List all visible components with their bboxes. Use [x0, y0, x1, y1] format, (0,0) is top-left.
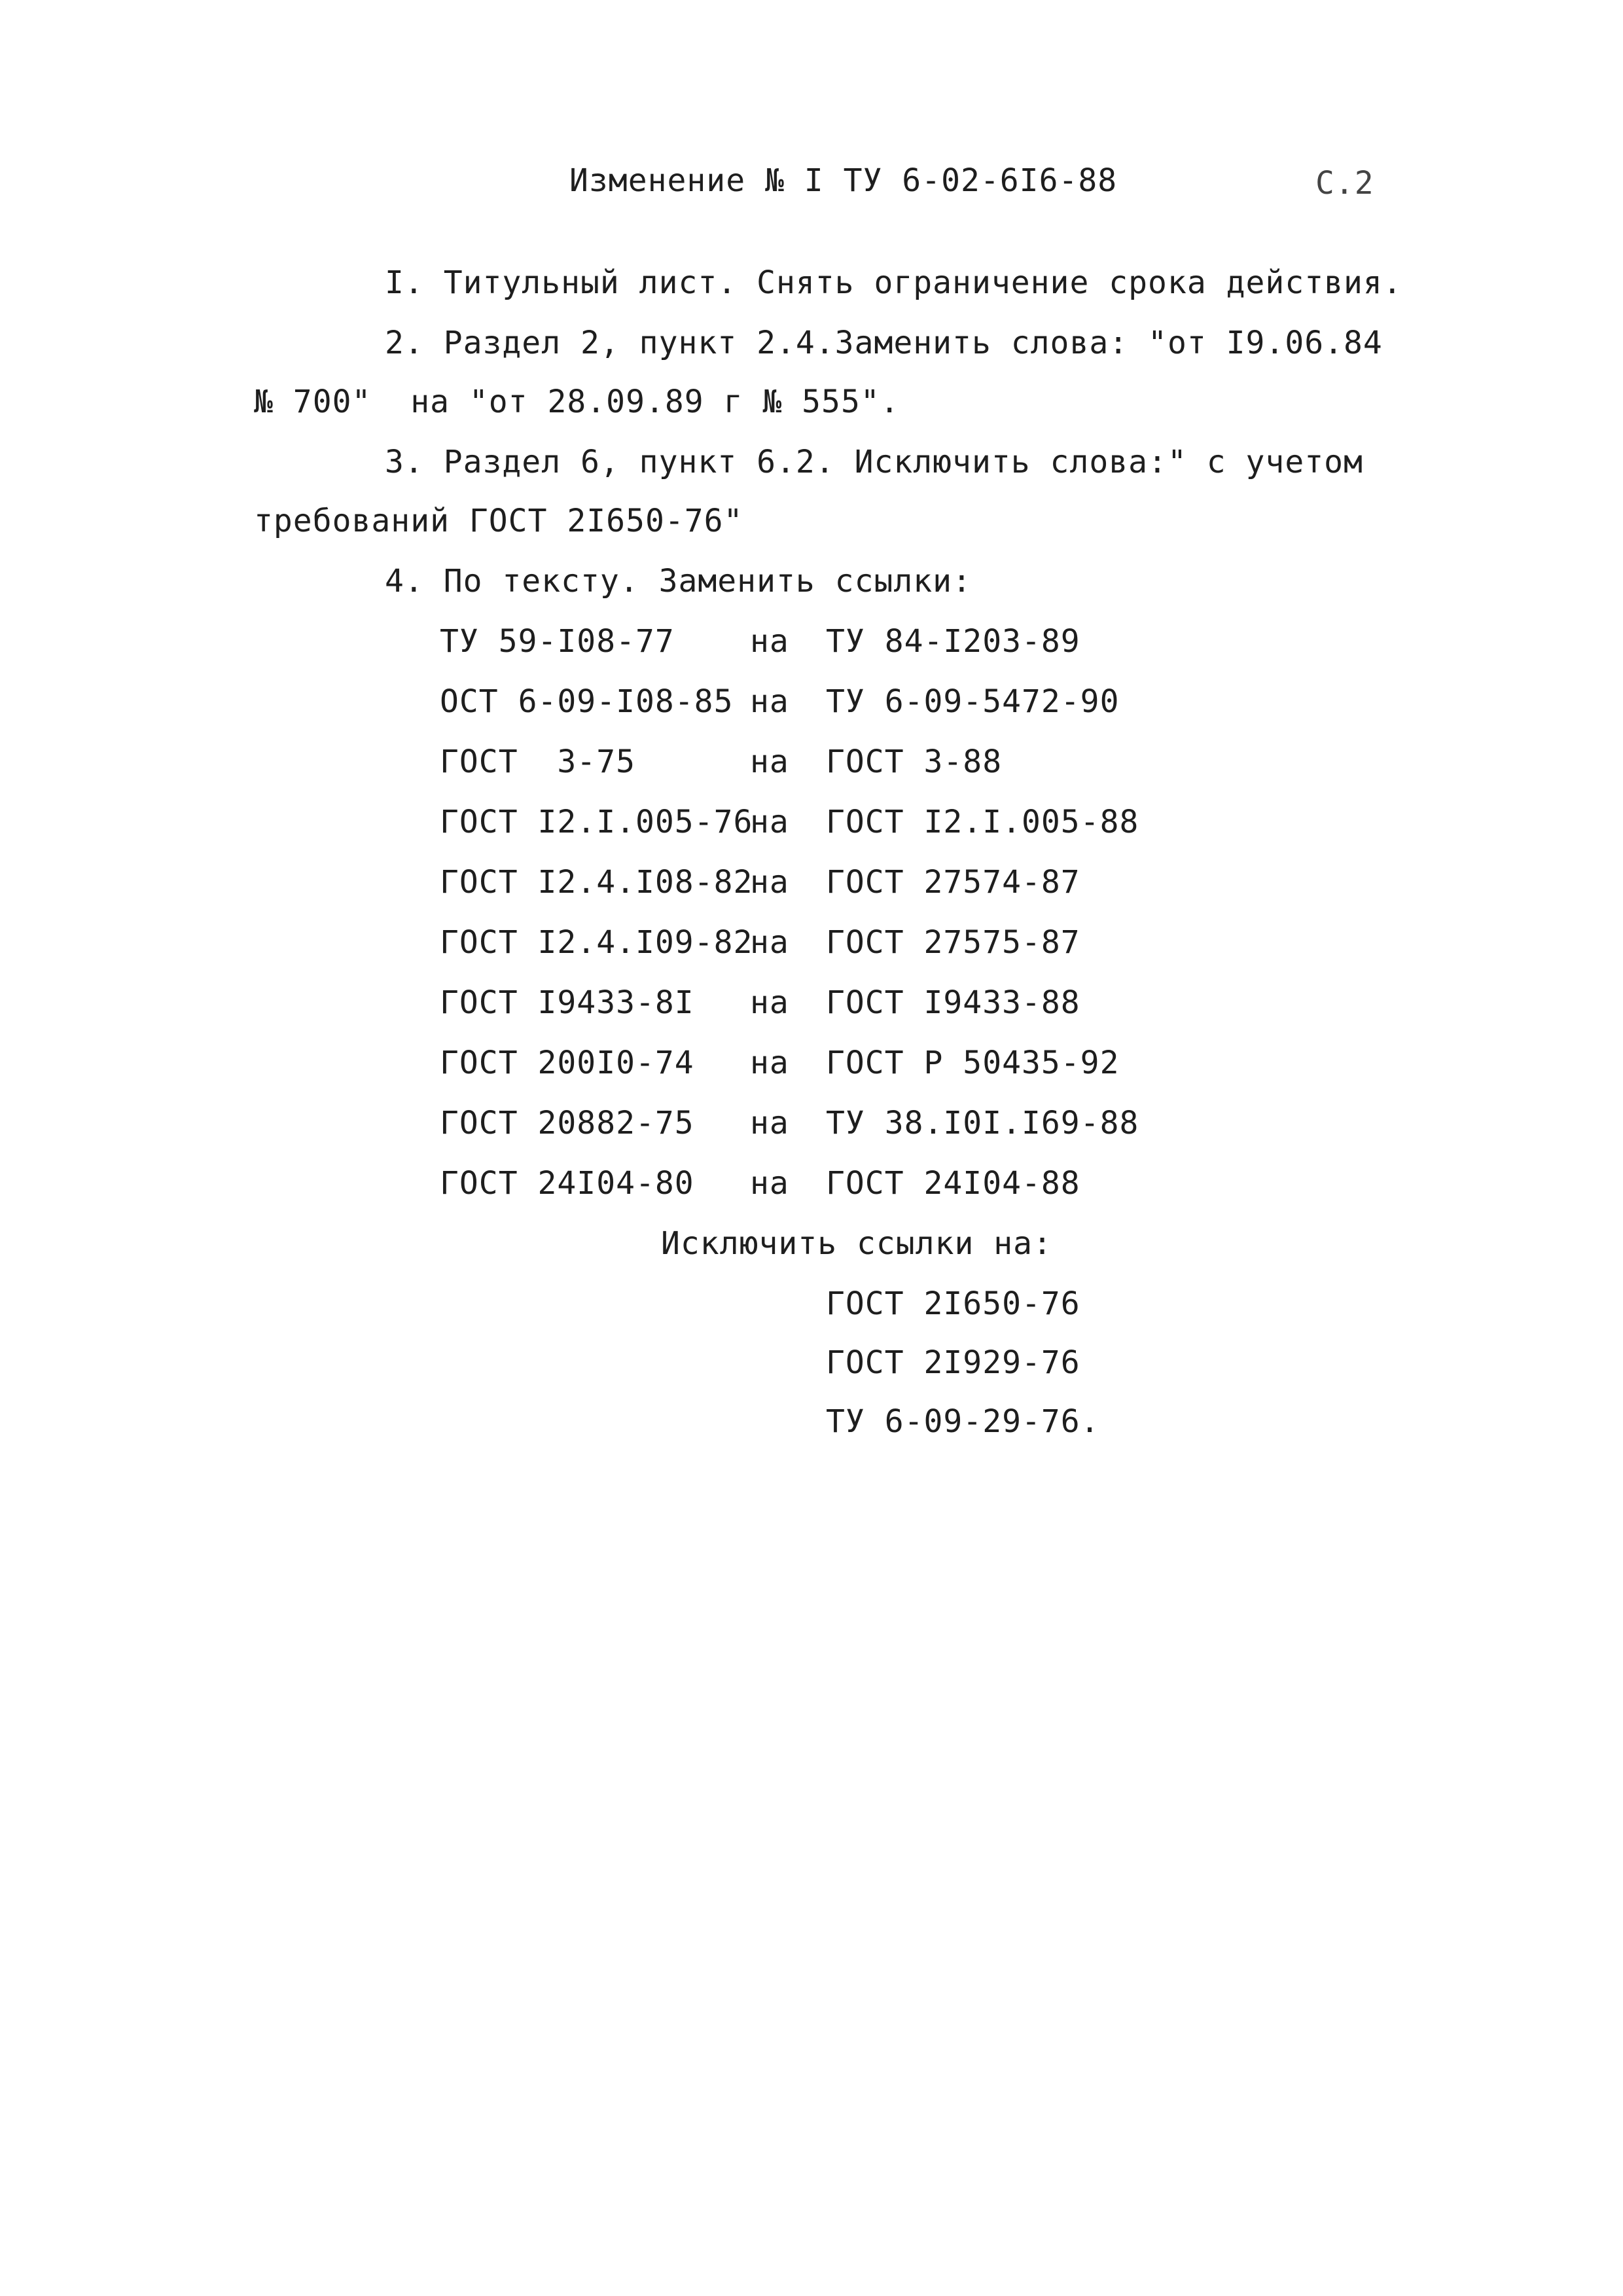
replace-from: ГОСТ I2.4.I09-82 [440, 924, 753, 961]
replace-to: ТУ 84-I203-89 [826, 623, 1080, 660]
replace-na: на [750, 744, 789, 780]
replace-na: на [750, 1105, 789, 1141]
exclude-ref: ТУ 6-09-29-76. [826, 1403, 1100, 1440]
replace-from: ГОСТ I9433-8I [440, 984, 694, 1021]
replace-from: ГОСТ 3-75 [440, 744, 635, 780]
replace-na: на [750, 1165, 789, 1202]
replace-na: на [750, 804, 789, 840]
item-1: I. Титульный лист. Снять ограничение срока действия. [385, 264, 1402, 301]
exclude-ref: ГОСТ 2I929-76 [826, 1344, 1080, 1381]
replace-from: ОСТ 6-09-I08-85 [440, 683, 734, 720]
replace-from: ТУ 59-I08-77 [440, 623, 675, 660]
replace-na: на [750, 623, 789, 660]
item-3-line-2: требований ГОСТ 2I650-76" [254, 503, 743, 539]
replace-from: ГОСТ 200I0-74 [440, 1045, 694, 1081]
replace-na: на [750, 683, 789, 720]
replace-to: ГОСТ 3-88 [826, 744, 1003, 780]
exclude-heading: Исключить ссылки на: [661, 1225, 1052, 1262]
replace-na: на [750, 984, 789, 1021]
replace-to: ГОСТ 27575-87 [826, 924, 1080, 961]
replace-na: на [750, 864, 789, 901]
replace-from: ГОСТ 24I04-80 [440, 1165, 694, 1202]
replace-to: ГОСТ 24I04-88 [826, 1165, 1080, 1202]
replace-from: ГОСТ I2.I.005-76 [440, 804, 753, 840]
item-2-line-1: 2. Раздел 2, пункт 2.4.Заменить слова: "от I9.06.84 [385, 325, 1383, 361]
replace-na: на [750, 1045, 789, 1081]
replace-to: ГОСТ 27574-87 [826, 864, 1080, 901]
document-title: Изменение № I ТУ 6-02-6I6-88 [569, 162, 1118, 199]
replace-to: ГОСТ I9433-88 [826, 984, 1080, 1021]
exclude-ref: ГОСТ 2I650-76 [826, 1285, 1080, 1322]
replace-na: на [750, 924, 789, 961]
replace-to: ТУ 38.I0I.I69-88 [826, 1105, 1139, 1141]
page-number: С.2 [1315, 165, 1374, 202]
item-3-line-1: 3. Раздел 6, пункт 6.2. Исключить слова:" с учетом [385, 444, 1363, 480]
item-4: 4. По тексту. Заменить ссылки: [385, 563, 972, 600]
replace-to: ТУ 6-09-5472-90 [826, 683, 1120, 720]
replace-to: ГОСТ I2.I.005-88 [826, 804, 1139, 840]
replace-from: ГОСТ I2.4.I08-82 [440, 864, 753, 901]
replace-from: ГОСТ 20882-75 [440, 1105, 694, 1141]
item-2-line-2: № 700" на "от 28.09.89 г № 555". [254, 384, 900, 420]
replace-to: ГОСТ Р 50435-92 [826, 1045, 1120, 1081]
